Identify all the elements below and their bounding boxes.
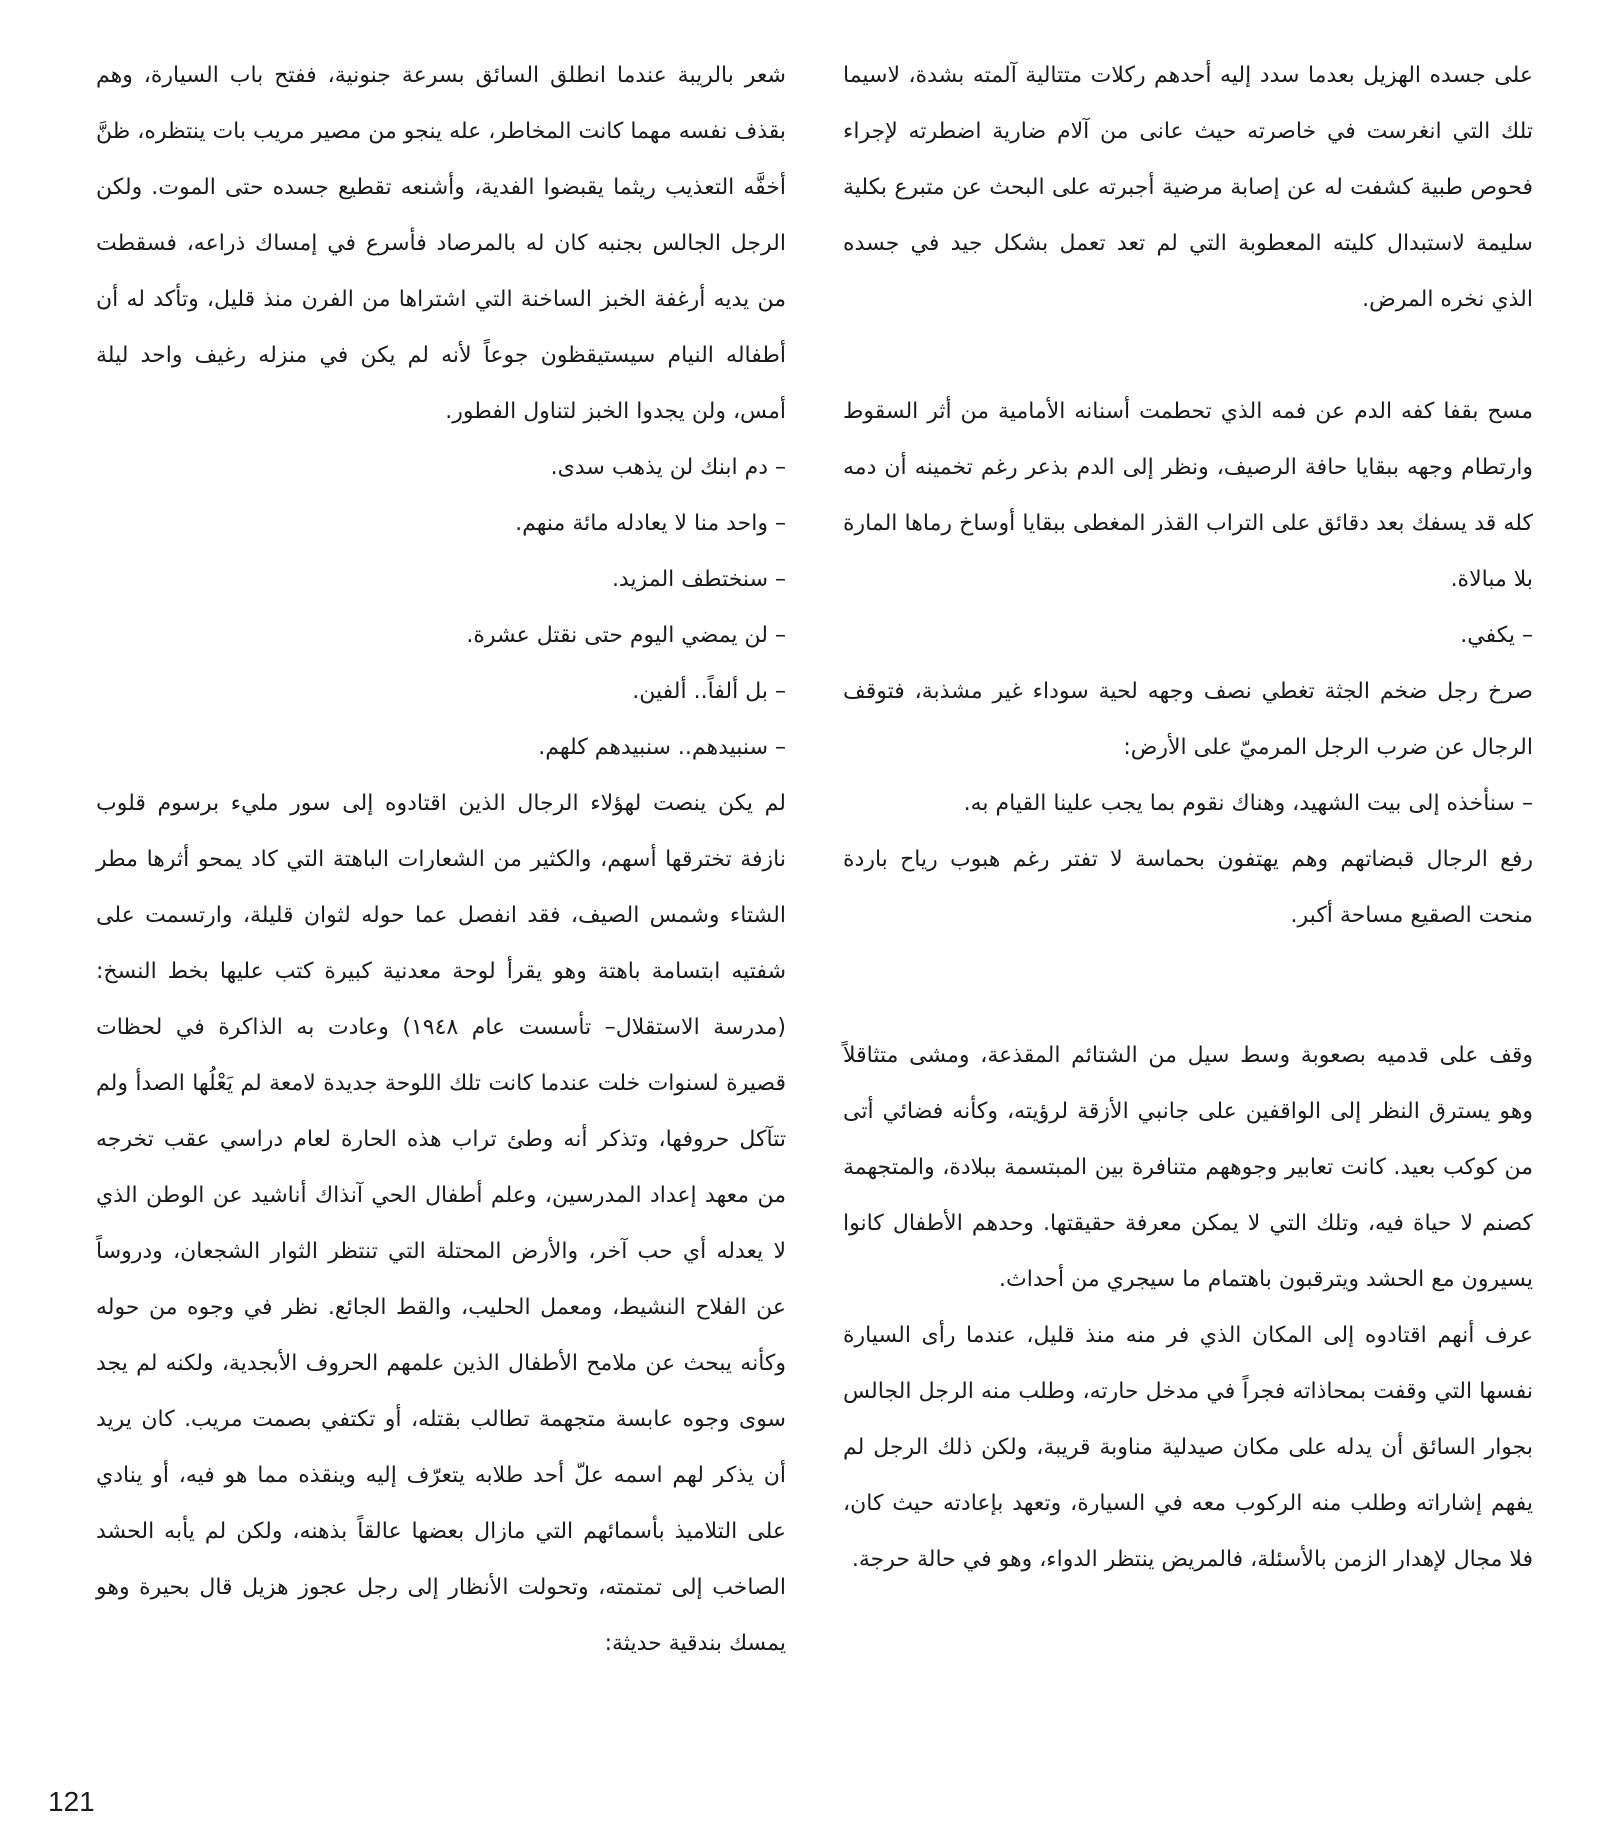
paragraph: صرخ رجل ضخم الجثة تغطي نصف وجهه لحية سوداء غير مشذبة، فتوقف الرجال عن ضرب الرجل المرميّ على الأرض: — [843, 679, 1533, 760]
paragraph: لم يكن ينصت لهؤلاء الرجال الذين اقتادوه إلى سور مليء برسوم قلوب نازفة تخترقها أسهم، والكثير من الشعارات الباهتة التي كاد يمحو أثرها مطر الشتاء وشمس الصيف، فقد انفصل عما حوله لثوان قليلة، وارتسمت على شفتيه ابتسامة باهتة وهو يقرأ لوحة معدنية كبيرة كتب عليها بخط النسخ: (مدرسة الاستقلال– تأسست عام ١٩٤٨) وعادت به الذاكرة في لحظات قصيرة لسنوات خلت عندما كانت تلك اللوحة جديدة لامعة لم يَعْلُها الصدأ ولم تتآكل حروفها، وتذكر أنه وطئ تراب هذه الحارة لعام دراسي عقب تخرجه من معهد إعداد المدرسين، وعلم أطفال الحي آنذاك أناشيد عن الوطن الذي لا يعدله أي حب آخر، والأرض المحتلة التي تنتظر الثوار الشجعان، ودروساً عن الفلاح النشيط، ومعمل الحليب، والقط الجائع. نظر في وجوه من حوله وكأنه يبحث عن ملامح الأطفال الذين علمهم الحروف الأبجدية، ولكنه لم يجد سوى وجوه عابسة متجهمة تطالب بقتله، أو تكتفي بصمت مريب. كان يريد أن يذكر لهم اسمه علّ أحد طلابه يتعرّف إليه وينقذه مما هو فيه، أو ينادي على التلاميذ بأسمائهم التي مازال بعضها عالقاً بذهنه، ولكن لم يأبه الحشد الصاخب إلى تمتمته، وتحولت الأنظار إلى رجل عجوز هزيل قال بحيرة وهو يمسك بندقية حديثة: — [96, 791, 786, 1656]
right-text-column — [843, 48, 1533, 1588]
paragraph: وقف على قدميه بصعوبة وسط سيل من الشتائم المقذعة، ومشى متثاقلاً وهو يسترق النظر إلى الواقفين على جانبي الأزقة لرؤيته، وكأنه فضائي أتى من كوكب بعيد. كانت تعابير وجوههم متنافرة بين المبتسمة ببلادة، والمتجهمة كصنم لا حياة فيه، وتلك التي لا يمكن معرفة حقيقتها. وحدهم الأطفال كانوا يسيرون مع الحشد ويترقبون باهتمام ما سيجري من أحداث. — [843, 1043, 1533, 1292]
paragraph: مسح بقفا كفه الدم عن فمه الذي تحطمت أسنانه الأمامية من أثر السقوط وارتطام وجهه ببقايا حافة الرصيف، ونظر إلى الدم بذعر رغم تخمينه أن دمه كله قد يسفك بعد دقائق على التراب القذر المغطى ببقايا أوساخ رماها المارة بلا مبالاة. — [843, 399, 1533, 592]
paragraph: عرف أنهم اقتادوه إلى المكان الذي فر منه منذ قليل، عندما رأى السيارة نفسها التي وقفت بمحاذاته فجراً في مدخل حارته، وطلب منه الرجل الجالس بجوار السائق أن يدله على مكان صيدلية مناوبة قريبة، ولكن ذلك الرجل لم يفهم إشاراته وطلب منه الركوب معه في السيارة، وتعهد بإعادته حيث كان، فلا مجال لإهدار الزمن بالأسئلة، فالمريض ينتظر الدواء، وهو في حالة حرجة. — [843, 1323, 1533, 1572]
dialogue-line: – سنأخذه إلى بيت الشهيد، وهناك نقوم بما يجب علينا القيام به. — [963, 791, 1533, 816]
paragraph: على جسده الهزيل بعدما سدد إليه أحدهم ركلات متتالية آلمته بشدة، لاسيما تلك التي انغرست في خاصرته حيث عانى من آلام ضارية اضطرته لإجراء فحوص طبية كشفت له عن إصابة مرضية أجبرته على البحث عن متبرع بكلية سليمة لاستبدال كليته المعطوبة التي لم تعد تعمل بشكل جيد في جسده الذي نخره المرض. — [843, 63, 1533, 312]
paragraph: شعر بالريبة عندما انطلق السائق بسرعة جنونية، ففتح باب السيارة، وهم بقذف نفسه مهما كانت المخاطر، عله ينجو من مصير مريب بات ينتظره، ظنَّ أخفَّه التعذيب ريثما يقبضوا الفدية، وأشنعه تقطيع جسده حتى الموت. ولكن الرجل الجالس بجنبه كان له بالمرصاد فأسرع في إمساك ذراعه، فسقطت من يديه أرغفة الخبز الساخنة التي اشتراها من الفرن منذ قليل، وتأكد له أن أطفاله النيام سيستيقظون جوعاً لأنه لم يكن في منزله رغيف واحد ليلة أمس، ولن يجدوا الخبز لتناول الفطور. — [96, 63, 786, 424]
dialogue-line: – سنبيدهم.. سنبيدهم كلهم. — [538, 735, 786, 760]
dialogue-line: – واحد منا لا يعادله مائة منهم. — [515, 511, 786, 536]
paragraph: رفع الرجال قبضاتهم وهم يهتفون بحماسة لا تفتر رغم هبوب رياح باردة منحت الصقيع مساحة أكبر. — [843, 847, 1533, 928]
dialogue-line: – سنختطف المزيد. — [611, 567, 786, 592]
page-number: 121 — [48, 1786, 95, 1817]
dialogue-line: – لن يمضي اليوم حتى نقتل عشرة. — [466, 623, 786, 648]
left-text-column — [96, 48, 786, 1672]
dialogue-line: – يكفي. — [1460, 623, 1533, 648]
dialogue-line: – دم ابنك لن يذهب سدى. — [550, 455, 786, 480]
dialogue-line: – بل ألفاً.. ألفين. — [632, 679, 786, 704]
